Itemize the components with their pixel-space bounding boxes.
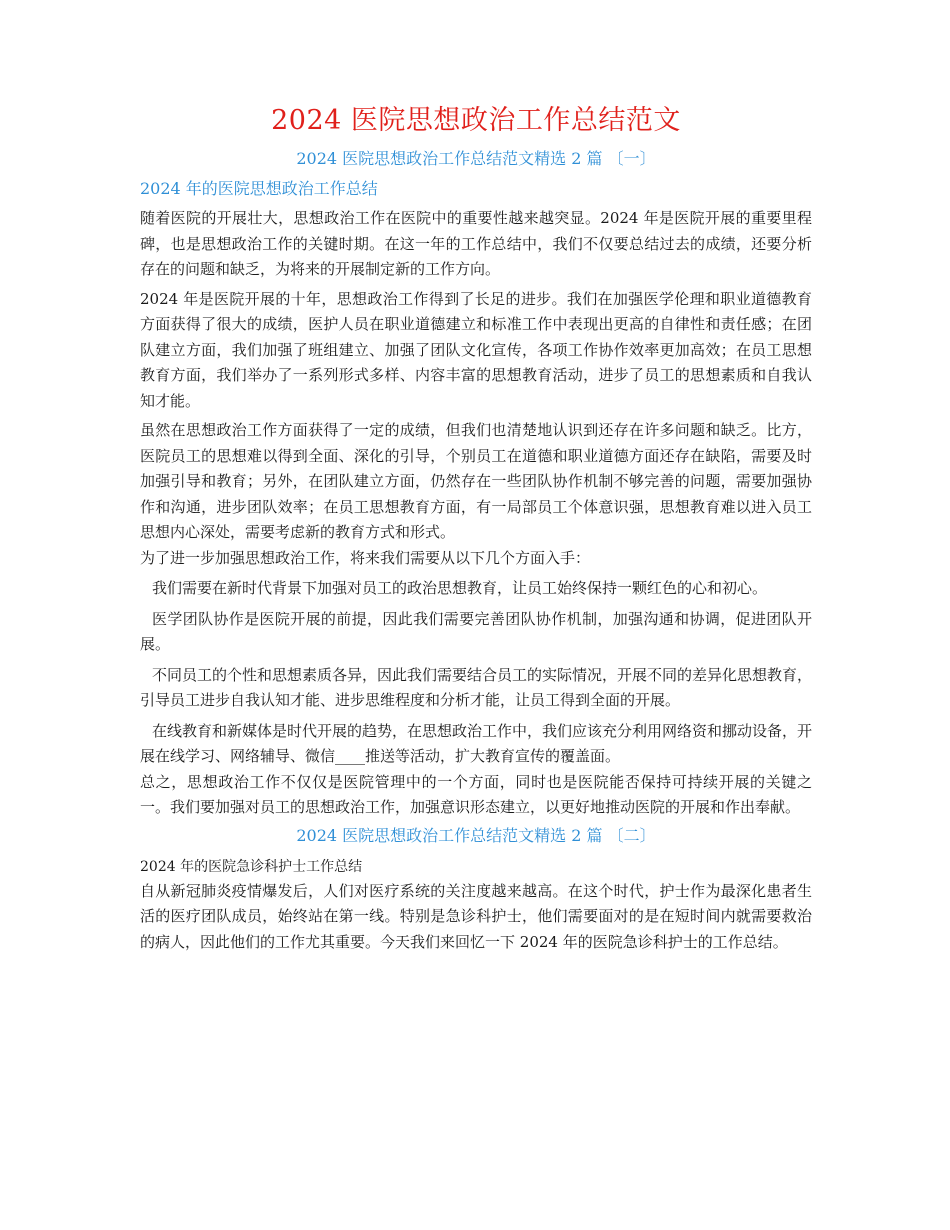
section-subheading-1: 2024 年的医院思想政治工作总结 <box>140 179 378 198</box>
list-item: 在线教育和新媒体是时代开展的趋势，在思想政治工作中，我们应该充分利用网络资和挪动设备，开展在线学习、网络辅导、微信____推送等活动，扩大教育宣传的覆盖面。 <box>140 721 813 765</box>
paragraph: 随着医院的开展壮大，思想政治工作在医院中的重要性越来越突显。2024 年是医院开展的重要里程碑，也是思想政治工作的关键时期。在这一年的工作总结中，我们不仅要总结过去的成绩，还要分析存在的问题和缺乏，为将来的开展制定新的工作方向。 <box>140 209 812 278</box>
paragraph: 为了进一步加强思想政治工作，将来我们需要从以下几个方面入手： <box>140 548 591 567</box>
list-item: 我们需要在新时代背景下加强对员工的政治思想教育，让员工始终保持一颗红色的心和初心。 <box>152 579 768 597</box>
list-item: 不同员工的个性和思想素质各异，因此我们需要结合员工的实际情况，开展不同的差异化思想教育，引导员工进步自我认知才能、进步思维程度和分析才能，让员工得到全面的开展。 <box>140 665 813 709</box>
section-heading-1: 2024 医院思想政治工作总结范文精选 2 篇 〔一〕 <box>296 149 656 168</box>
paragraph: 2024 年是医院开展的十年，思想政治工作得到了长足的进步。我们在加强医学伦理和职业道德教育方面获得了很大的成绩，医护人员在职业道德建立和标准工作中表现出更高的自律性和责任感；在团队建立方面，我们加强了班组建立、加强了团队文化宣传，各项工作协作效率更加高效；在员工思想教育方面，我们举办了一系列形式多样、内容丰富的思想教育活动，进步了员工的思想素质和自我认知才能。 <box>140 289 812 410</box>
section-subheading-2: 2024 年的医院急诊科护士工作总结 <box>140 858 363 875</box>
document-page <box>140 100 812 955</box>
document-title: 2024 医院思想政治工作总结范文 <box>271 105 681 136</box>
list-item: 医学团队协作是医院开展的前提，因此我们需要完善团队协作机制，加强沟通和协调，促进团队开展。 <box>140 609 812 653</box>
conclusion-paragraph: 总之，思想政治工作不仅仅是医院管理中的一个方面，同时也是医院能否保持可持续开展的关键之一。我们要加强对员工的思想政治工作，加强意识形态建立，以更好地推动医院的开展和作出奉献。 <box>140 772 812 816</box>
paragraph: 自从新冠肺炎疫情爆发后，人们对医疗系统的关注度越来越高。在这个时代，护士作为最深化患者生活的医疗团队成员，始终站在第一线。特别是急诊科护士，他们需要面对的是在短时间内就需要救治的病人，因此他们的工作尤其重要。今天我们来回忆一下 2024 年的医院急诊科护士的工作总结。 <box>140 881 812 951</box>
paragraph: 虽然在思想政治工作方面获得了一定的成绩，但我们也清楚地认识到还存在许多问题和缺乏。比方，医院员工的思想难以得到全面、深化的引导，个别员工在道德和职业道德方面还存在缺陷，需要及时加强引导和教育；另外，在团队建立方面，仍然存在一些团队协作机制不够完善的问题，需要加强协作和沟通，进步团队效率；在员工思想教育方面，有一局部员工个体意识强，思想教育难以进入员工思想内心深处，需要考虑新的教育方式和形式。 <box>140 421 812 541</box>
section-heading-2: 2024 医院思想政治工作总结范文精选 2 篇 〔二〕 <box>296 825 656 845</box>
